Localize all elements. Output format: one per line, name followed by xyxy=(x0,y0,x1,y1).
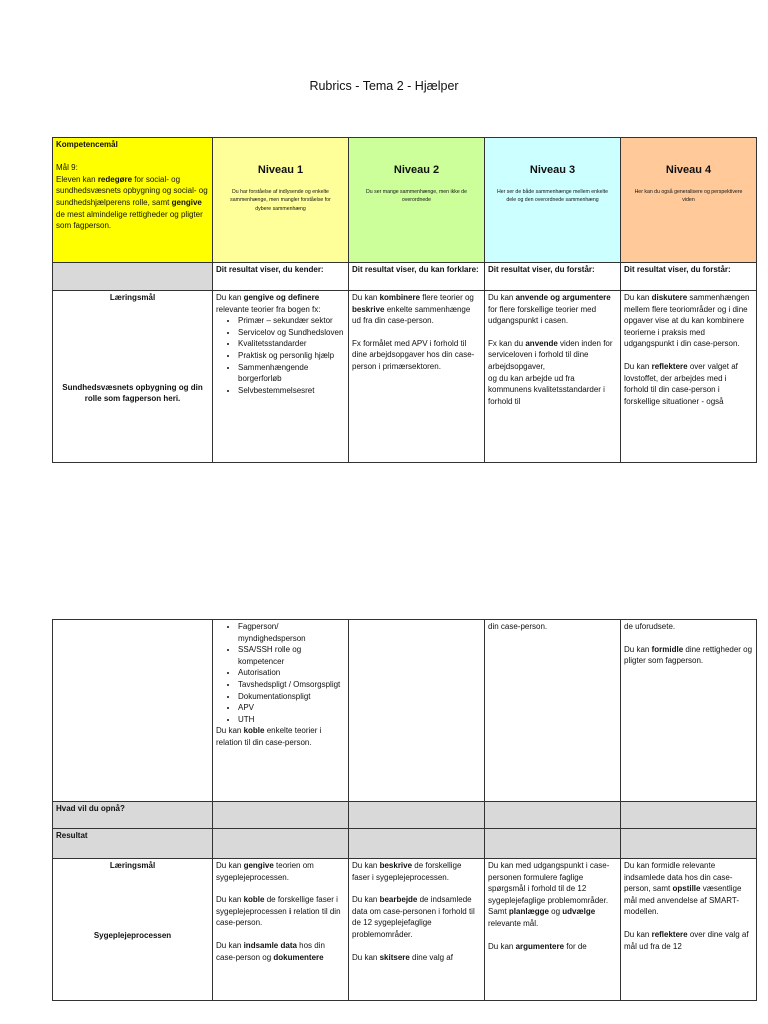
list-item: • Kvalitetsstandarder xyxy=(238,338,345,350)
level-header-row xyxy=(53,138,757,263)
resultat-cell-1[interactable] xyxy=(213,829,349,859)
level-2-header xyxy=(349,138,485,263)
hvad-cell-3[interactable] xyxy=(485,802,621,829)
hvad-row xyxy=(53,802,757,829)
level-2-desc: Du ser mange sammenhænge, men ikke de overordnede xyxy=(366,188,467,204)
result-header-empty xyxy=(53,263,213,291)
section2-topic: Sygeplejeprocessen xyxy=(93,930,172,940)
level-4-desc: Her kan du også generalisere og perspektivere viden xyxy=(634,188,743,204)
section1-left-cell xyxy=(53,291,213,463)
section1-cont-level1: • Fagperson/ myndighedsperson • SSA/SSH rolle og kompetencer • Autorisation • Tavshedspligt / Omsorgspligt • Dokumentationspligt • APV • UTH Du kan koble enkelte teorier i relation til din case-person. xyxy=(213,620,349,802)
level-2-name: Niveau 2 xyxy=(393,164,440,176)
level-1-header xyxy=(213,138,349,263)
result-header-3: Dit resultat viser, du forstår: xyxy=(485,263,621,291)
competence-goal-cell xyxy=(53,138,213,263)
resultat-label-cell: Resultat xyxy=(53,829,213,859)
level-4-header xyxy=(621,138,757,263)
hvad-cell-4[interactable] xyxy=(621,802,757,829)
competence-label: Kompetencemål xyxy=(56,140,118,149)
goal-label: Mål 9: xyxy=(56,163,78,173)
level-3-name: Niveau 3 xyxy=(529,164,576,176)
list-item: • UTH xyxy=(238,714,345,726)
section2-left-cell xyxy=(53,859,213,1001)
section2-row xyxy=(53,859,757,1001)
result-header-1: Dit resultat viser, du kender: xyxy=(213,263,349,291)
section1-topic: Sundhedsvæsnets opbygning og din rolle som fagperson heri. xyxy=(62,382,203,404)
section2-level4: Du kan formidle relevante indsamlede data hos din case-person, samt opstille væsentlige mål med anvendelse af SMART-modellen. Du kan reflektere over dine valg af mål ud fra de 12 xyxy=(621,859,757,1001)
section1-level2: Du kan kombinere flere teorier og beskrive enkelte sammenhænge ud fra din case-person. Fx formålet med APV i forhold til dine arbejdsopgaver hos din case-person i primærsektoren. xyxy=(349,291,485,463)
level-3-desc: Her ser de både sammenhænge mellem enkelte dele og den overordnede sammenhæng xyxy=(496,188,608,204)
page-title: Rubrics - Tema 2 - Hjælper xyxy=(309,79,459,93)
rubric-table-page2 xyxy=(52,619,757,1001)
section1-cont-level3: din case-person. xyxy=(485,620,621,802)
theory-list xyxy=(216,315,345,396)
result-header-row xyxy=(53,263,757,291)
section1-level4: Du kan diskutere sammenhængen mellem flere teoriområder og i dine opgaver vise at du kan kombinere teorierne i praksis med udgangspunkt i din case-person. Du kan reflektere over valget af lovstoffet, der arbejdes med i forhold til din case-person i forskellige situationer - også xyxy=(621,291,757,463)
section2-level3: Du kan med udgangspunkt i case-personen formulere faglige spørgsmål i forhold til de 12 sygeplejefaglige problemområder. Samt planlægge og udvælge relevante mål. Du kan argumentere for de xyxy=(485,859,621,1001)
list-item: • Fagperson/ myndighedsperson xyxy=(238,621,345,644)
resultat-cell-2[interactable] xyxy=(349,829,485,859)
resultat-cell-4[interactable] xyxy=(621,829,757,859)
level-1-name: Niveau 1 xyxy=(257,164,304,176)
list-item: • Primær – sekundær sektor xyxy=(238,315,345,327)
section2-level1: Du kan gengive teorien om sygeplejeprocessen. Du kan koble de forskellige faser i sygeplejeprocessen i relation til din case-person. Du kan indsamle data hos din case-person og dokumentere xyxy=(213,859,349,1001)
section1-cont-row xyxy=(53,620,757,802)
hvad-cell-2[interactable] xyxy=(349,802,485,829)
section1-row xyxy=(53,291,757,463)
section1-cont-level2 xyxy=(349,620,485,802)
resultat-cell-3[interactable] xyxy=(485,829,621,859)
learning-goal-label: Læringsmål xyxy=(109,861,156,870)
section2-level2: Du kan beskrive de forskellige faser i sygeplejeprocessen. Du kan bearbejde de indsamlede data om case-personen i forhold til de 12 sygeplejefaglige problemområder. Du kan skitsere dine valg af xyxy=(349,859,485,1001)
section1-cont-level4: de uforudsete. Du kan formidle dine rettigheder og pligter som fagperson. xyxy=(621,620,757,802)
result-header-4: Dit resultat viser, du forstår: xyxy=(621,263,757,291)
list-item: • Praktisk og personlig hjælp xyxy=(238,350,345,362)
list-item: • SSA/SSH rolle og kompetencer xyxy=(238,644,345,667)
theory-list-cont xyxy=(216,621,345,725)
resultat-row xyxy=(53,829,757,859)
list-item: • Dokumentationspligt xyxy=(238,691,345,703)
hvad-label-cell: Hvad vil du opnå? xyxy=(53,802,213,829)
level-3-header xyxy=(485,138,621,263)
hvad-cell-1[interactable] xyxy=(213,802,349,829)
list-item: • APV xyxy=(238,702,345,714)
list-item: • Sammenhængende borgerforløb xyxy=(238,362,345,385)
list-item: • Selvbestemmelsesret xyxy=(238,385,345,397)
level-1-desc: Du har forståelse af indlysende og enkelte sammenhænge, men mangler forståelse for dybere sammenhæng xyxy=(230,188,331,212)
rubric-table-page1 xyxy=(52,137,757,463)
result-header-2: Dit resultat viser, du kan forklare: xyxy=(349,263,485,291)
level-4-name: Niveau 4 xyxy=(665,164,712,176)
learning-goal-label: Læringsmål xyxy=(109,293,156,302)
list-item: • Autorisation xyxy=(238,667,345,679)
goal-text: Eleven kan redegøre for social- og sundhedsvæsnets opbygning og social- og sundhedshjælperens rolle, samt gengive de mest almindelige rettigheder og pligter som fagperson. xyxy=(56,174,208,231)
list-item: • Servicelov og Sundhedsloven xyxy=(238,327,345,339)
section1-level3: Du kan anvende og argumentere for flere forskellige teorier med udgangspunkt i casen. Fx kan du anvende viden inden for serviceloven i forhold til dine arbejdsopgaver, og du kan arbejde ud fra kommunens kvalitetsstandarder i forhold til xyxy=(485,291,621,463)
section1-level1: Du kan gengive og definere relevante teorier fra bogen fx: • Primær – sekundær sektor • Servicelov og Sundhedsloven • Kvalitetsstandarder • Praktisk og personlig hjælp • Sammenhængende borgerforløb • Selvbestemmelsesret xyxy=(213,291,349,463)
list-item: • Tavshedspligt / Omsorgspligt xyxy=(238,679,345,691)
section1-cont-left xyxy=(53,620,213,802)
